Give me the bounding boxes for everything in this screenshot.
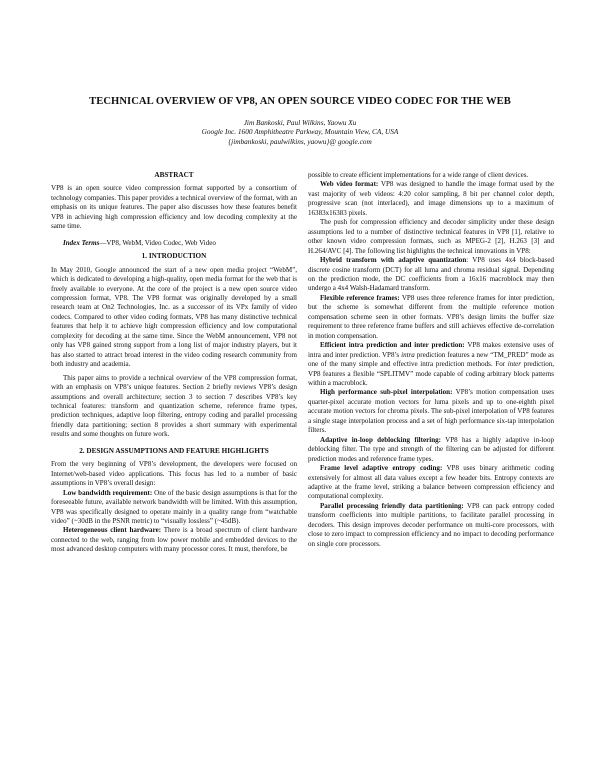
partitioning-paragraph xyxy=(308,502,554,549)
hybrid-transform-paragraph xyxy=(308,256,554,294)
hybrid-transform-label: Hybrid transform with adaptive quantization xyxy=(320,256,467,265)
entropy-coding-label: Frame level adaptive entropy coding: xyxy=(320,464,443,473)
low-bandwidth-text: One of the basic design assumptions is that for the foreseeable future, available network bandwidth will be limited. With this assumption, VP8 was specifically designed to operate mainly in a quality range from “watchable video” (~30dB in the PSNR metric) to “visually lossless” (~45dB). xyxy=(51,488,297,525)
heterogeneous-text: There is a broad spectrum of client hardware connected to the web, ranging from low power mobile and embedded devices to the most advanced desktop computers with many processor cores. It must, therefore, be xyxy=(51,526,297,554)
efficient-prediction-text-3: prediction, VP8 features a flexible “SPLITMV” mode capable of coding arbitrary block patterns within a macroblock. xyxy=(308,360,554,387)
subpixel-paragraph xyxy=(308,388,554,435)
efficient-prediction-text-1: VP8 makes extensive uses of intra and inter prediction. VP8’s xyxy=(308,341,554,359)
introduction-paragraph-1: In May 2010, Google announced the start of a new open media project “WebM”, which is dedicated to developing a high-quality, open media format for the web that is freely available to everyone. At the core of the project is a new open source video compression format, VP8. The VP8 format was originally developed by a small research team at On2 Technologies, Inc. as a successor of its VPx family of video codecs. Compared to other video coding formats, VP8 has many distinctive technical features that help it to achieve high compression efficiency and low computational complexity for decoding at the same time. Since the WebM announcement, VP8 not only has VP8 gained strong support from a long list of major industry players, but it has also started to attract broad interest in the video coding research community from both industry and academia. xyxy=(51,265,297,369)
entropy-coding-paragraph xyxy=(308,464,554,502)
left-column xyxy=(51,171,297,555)
partitioning-label: Parallel processing friendly data partitioning: xyxy=(320,501,464,510)
design-heading: 2. DESIGN ASSUMPTIONS AND FEATURE HIGHLIGHTS xyxy=(79,446,269,455)
efficient-prediction-label: Efficient intra prediction and inter prediction: xyxy=(320,341,465,350)
efficient-prediction-text-2: prediction features a new “TM_PRED” mode as one of the many simple and effective intra prediction methods. For xyxy=(308,350,554,369)
efficient-prediction-intra: intra xyxy=(401,350,415,359)
deblocking-text: VP8 has a highly adaptive in-loop deblocking filter. The type and strength of the filtering can be adjusted for different prediction modes and reference frame types. xyxy=(308,435,554,463)
index-terms xyxy=(51,239,297,248)
author-affiliation: Google Inc. 1600 Amphitheatre Parkway, Mountain View, CA, USA xyxy=(201,127,399,137)
deblocking-label: Adaptive in-loop deblocking filtering: xyxy=(320,435,441,444)
efficient-prediction-paragraph xyxy=(308,341,554,388)
subpixel-label: High performance sub-pixel interpolation: xyxy=(320,388,453,397)
author-emails: {jimbankoski, paulwilkins, yaowu}@ google.com xyxy=(228,136,372,146)
author-names: Jim Bankoski, Paul Wilkins, Yaowu Xu xyxy=(243,118,357,127)
flexible-reference-label: Flexible reference frames: xyxy=(320,293,400,302)
abstract-heading: ABSTRACT xyxy=(154,171,194,179)
index-terms-text: —VP8, WebM, Video Codec, Web Video xyxy=(99,238,216,247)
web-video-format-paragraph xyxy=(308,180,554,218)
subpixel-text: VP8’s motion compensation uses quarter-pixel accurate motion vectors for luma pixels and up to one-eighth pixel accurate motion vectors for chroma pixels. The sub-pixel interpolation of VP8 features a single stage interpolation process and a set of high performance six-tap interpolation filters. xyxy=(308,388,554,435)
web-video-format-label: Web video format: xyxy=(320,180,379,189)
author-block xyxy=(40,118,560,146)
low-bandwidth-label: Low bandwidth requirement: xyxy=(63,488,153,497)
heterogeneous-paragraph xyxy=(51,526,297,554)
introduction-heading: 1. INTRODUCTION xyxy=(141,252,207,261)
hybrid-transform-text: : VP8 uses 4x4 block-based discrete cosine transform (DCT) for all luma and chroma residual signal. Depending on the prediction mode, the DC coefficients from a 16x16 macroblock may then undergo a 4x4 Walsh-Hadamard transform. xyxy=(308,256,554,293)
low-bandwidth-paragraph xyxy=(51,489,297,527)
entropy-coding-text: VP8 uses binary arithmetic coding extensively for almost all data values except a few header bits. Entropy contexts are adaptive at the frame level, striking a balance between compression efficiency and computational complexity. xyxy=(308,464,554,501)
partitioning-text: VP8 can pack entropy coded transform coefficients into multiple partitions, to facilitate parallel processing in decoders. This design improves decoder performance on multi-core processors, with close to zero impact to compression efficiency and no impact to decoding performance on single core processors. xyxy=(308,501,554,548)
continued-text: possible to create efficient implementations for a wide range of client devices. xyxy=(308,171,529,179)
index-terms-label: Index Terms xyxy=(63,238,100,247)
design-paragraph-1: From the very beginning of VP8’s development, the developers were focused on Internet/web-based video applications. This focus has led to a number of basic assumptions in VP8’s overall design: xyxy=(51,460,297,488)
push-paragraph: The push for compression efficiency and decoder simplicity under these design assumptions led to a number of distinctive technical features in VP8 [1], relative to other known video compression formats, such as MPEG-2 [2], H.263 [3] and H.264/AVC [4]. The following list highlights the technical innovations in VP8: xyxy=(308,218,554,255)
web-video-format-text: VP8 was designed to handle the image format used by the vast majority of web videos: 4:20 color sampling, 8 bit per channel color depth, progressive scan (not interlaced), and image dimensions up to a maximum of 16383x16383 pixels. xyxy=(308,180,554,217)
right-column xyxy=(308,171,554,549)
abstract-text: VP8 is an open source video compression format supported by a consortium of technology companies. This paper provides a technical overview of the format, with an emphasis on its unique features. The paper also discusses how these features benefit VP8 in achieving high compression efficiency and low decoding complexity at the same time. xyxy=(51,184,297,231)
flexible-reference-paragraph xyxy=(308,294,554,341)
heterogeneous-label: Heterogeneous client hardware: xyxy=(63,526,162,535)
efficient-prediction-inter: inter xyxy=(507,360,522,369)
introduction-paragraph-2: This paper aims to provide a technical overview of the VP8 compression format, with an emphasis on VP8’s unique features. Section 2 briefly reviews VP8’s design assumptions and overall architecture; section 3 to section 7 describes VP8’s key technical features: transform and quantization scheme, reference frame types, prediction techniques, adaptive loop filtering, entropy coding and parallel processing friendly data partitioning; section 8 provides a short summary with experimental results and some thoughts on future work. xyxy=(51,373,297,439)
flexible-reference-text: VP8 uses three reference frames for inter prediction, but the scheme is somewhat different from the multiple reference motion compensation scheme seen in other formats. VP8’s design limits the buffer size requirement to three reference frame buffers and still achieves effective de-correlation in motion compensation. xyxy=(308,293,555,340)
deblocking-paragraph xyxy=(308,436,554,464)
paper-title: TECHNICAL OVERVIEW OF VP8, AN OPEN SOURCE VIDEO CODEC FOR THE WEB xyxy=(89,96,511,107)
